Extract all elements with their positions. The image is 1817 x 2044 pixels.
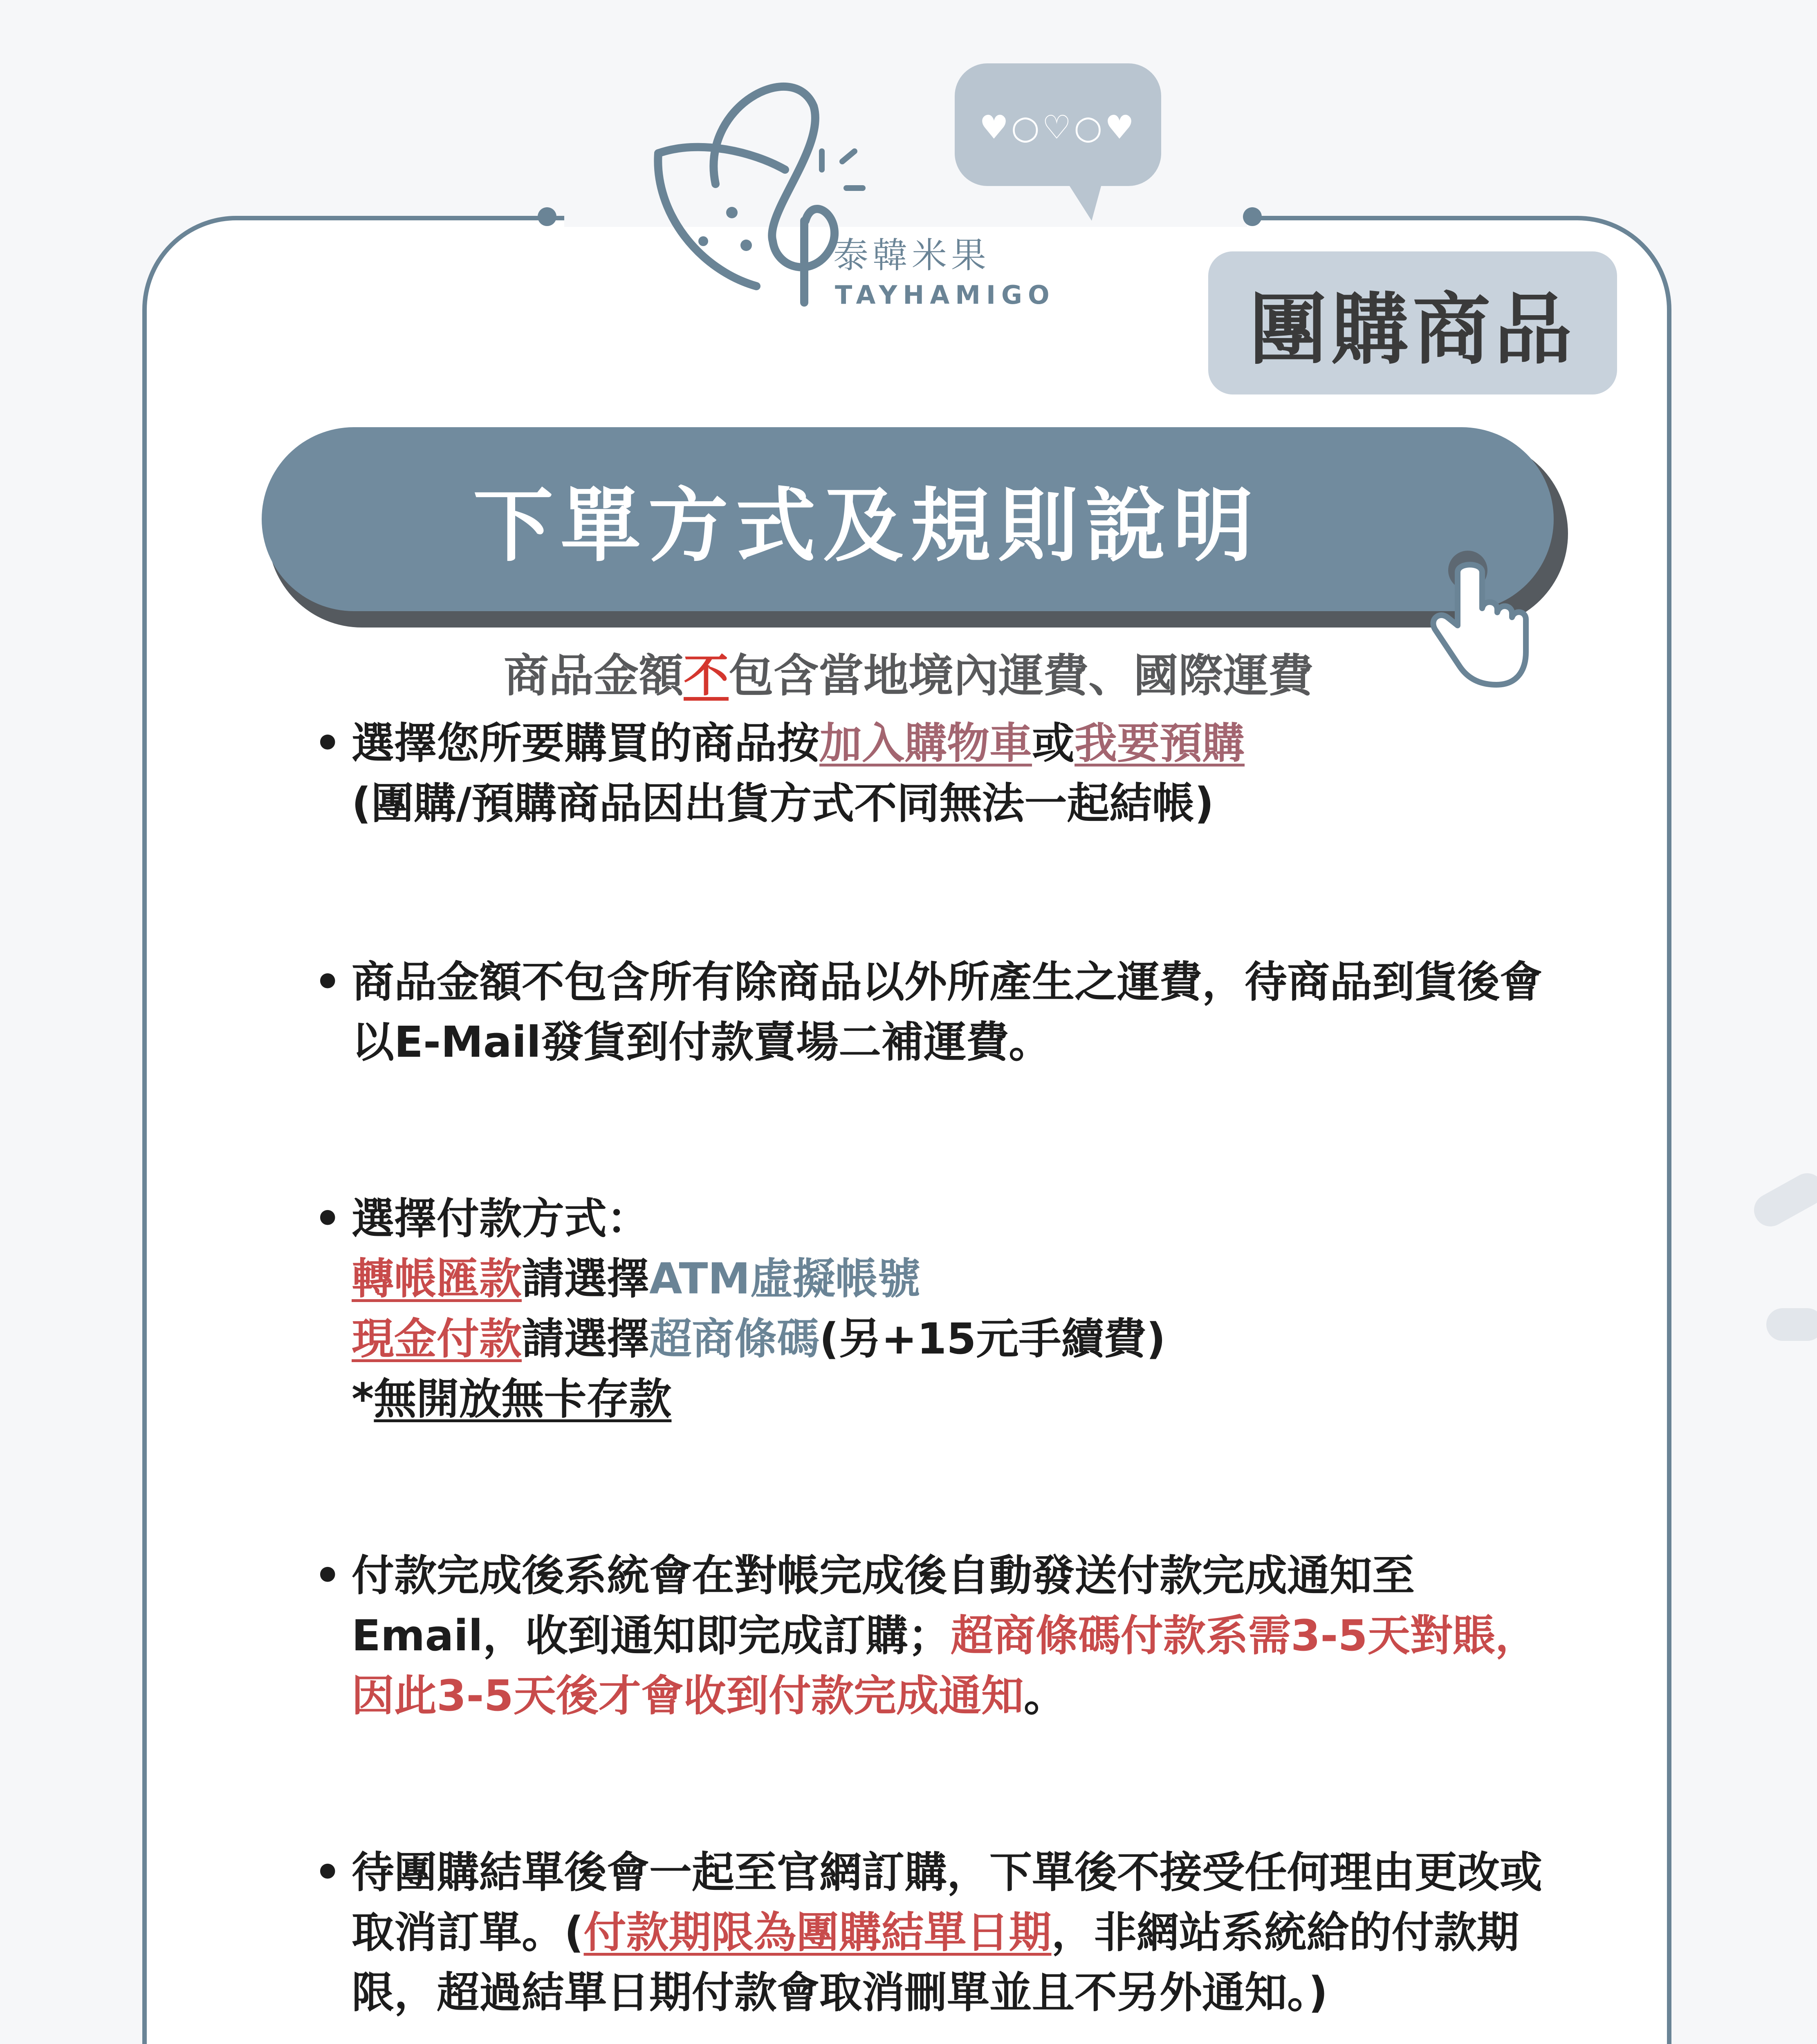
rule-item (311, 1189, 1578, 1429)
rules-list (311, 713, 1578, 2044)
rule-text: (團購/預購商品因出貨方式不同無法一起結帳) (352, 778, 1214, 828)
rule-text: • 待團購結單後會一起至官網訂購，下單後不接受任何理由更改或 (352, 1847, 1543, 1897)
rule-text: 選擇您所要購買的商品按 (352, 718, 820, 768)
rule-text: 請選擇 (522, 1254, 650, 1304)
barcode-warning: 超商條碼付款系需3-5天對賬， (950, 1611, 1538, 1661)
shipping-note-post: 包含當地境內運費、國際運費 (729, 650, 1313, 702)
store-barcode-label: 超商條碼 (649, 1314, 820, 1364)
barcode-warning: 因此3-5天後才會收到付款完成通知 (352, 1671, 1024, 1721)
rule-text: • 商品金額不包含所有除商品以外所產生之運費，待商品到貨後會 (352, 957, 1543, 1007)
rule-item (311, 1842, 1578, 2023)
rule-text: * (352, 1374, 374, 1424)
rule-text: 取消訂單。( (352, 1907, 584, 1957)
speech-bubble-hearts: ♥○♡○♥ (979, 108, 1137, 146)
frame-gap (1083, 206, 1247, 227)
rule-text: 限，超過結單日期付款會取消刪單並且不另外通知。) (352, 1968, 1328, 2017)
no-cardless-deposit-note: 無開放無卡存款 (374, 1374, 672, 1424)
atm-account-label: ATM虛擬帳號 (649, 1254, 920, 1304)
frame-dot-left (538, 207, 556, 226)
frame-dot-right (1243, 207, 1262, 226)
banner-title: 下單方式及規則說明 (473, 480, 1261, 573)
rule-item (311, 713, 1578, 834)
payment-deadline-note: 付款期限為團購結單日期 (583, 1907, 1052, 1957)
rule-text: (另+15元手續費) (819, 1314, 1166, 1364)
rule-text: ，非網站系統給的付款期 (1051, 1907, 1519, 1957)
bank-transfer-label: 轉帳匯款 (352, 1254, 522, 1304)
add-to-cart-link[interactable]: 加入購物車 (819, 718, 1032, 768)
rule-text: 以E-Mail發貨到付款賣場二補運費。 (352, 1017, 1052, 1067)
group-buy-badge: 團購商品 (1208, 251, 1617, 394)
shipping-note (0, 640, 1817, 704)
shipping-note-pre: 商品金額 (504, 650, 684, 702)
brand-name-zh: 泰韓米果 (833, 235, 990, 276)
rule-text: 。 (1023, 1671, 1066, 1721)
rule-text: • 付款完成後系統會在對帳完成後自動發送付款完成通知至 (352, 1551, 1415, 1600)
preorder-link[interactable]: 我要預購 (1074, 718, 1245, 768)
rule-text: • 選擇付款方式： (352, 1194, 650, 1244)
cash-payment-label: 現金付款 (352, 1314, 522, 1364)
rule-item (311, 952, 1578, 1072)
shipping-note-emph: 不 (684, 650, 729, 702)
rule-text: 請選擇 (522, 1314, 650, 1364)
brand-name-en: TAYHAMIGO (835, 280, 1055, 310)
title-banner (262, 427, 1554, 611)
rule-text: 或 (1032, 718, 1075, 768)
rule-item (311, 1546, 1578, 1726)
rule-text: Email，收到通知即完成訂購； (352, 1611, 951, 1661)
speech-bubble-tail (1063, 176, 1104, 221)
